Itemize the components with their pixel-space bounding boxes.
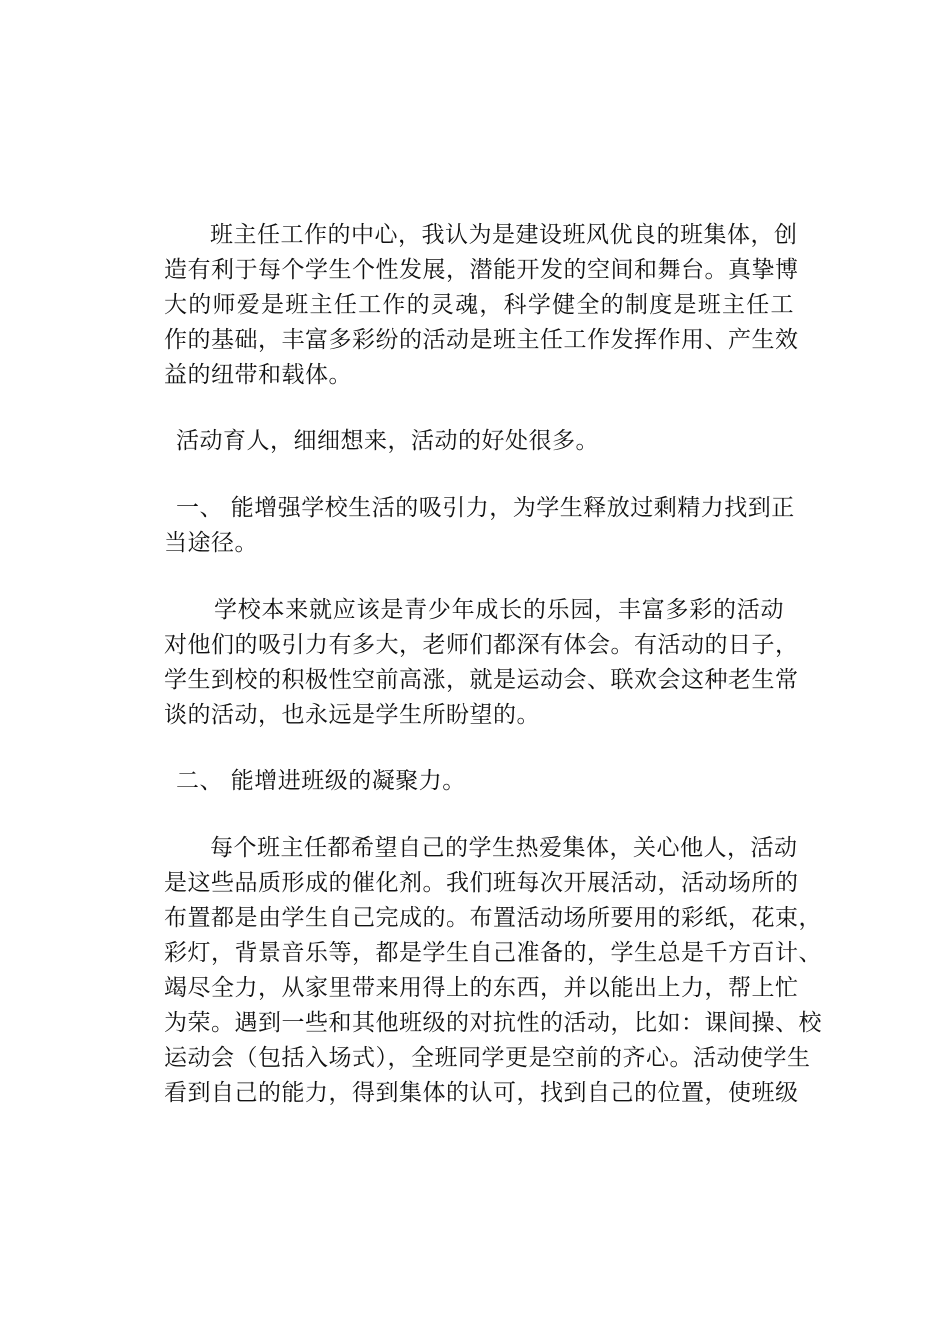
- paragraph-4-line-3: 布置都是由学生自己完成的。布置活动场所要用的彩纸，花束，: [164, 905, 822, 931]
- paragraph-3-line-4: 谈的活动，也永远是学生所盼望的。: [164, 702, 540, 728]
- paragraph-1-line-5: 益的纽带和载体。: [164, 362, 352, 388]
- paragraph-4-line-2: 是这些品质形成的催化剂。我们班每次开展活动，活动场所的: [164, 870, 799, 896]
- paragraph-4-line-8: 看到自己的能力，得到集体的认可，找到自己的位置，使班级: [164, 1080, 799, 1106]
- paragraph-4-line-5: 竭尽全力，从家里带来用得上的东西，并以能出上力，帮上忙: [164, 975, 799, 1001]
- section-heading-2: 二、 能增进班级的凝聚力。: [176, 768, 466, 794]
- paragraph-3-line-3: 学生到校的积极性空前高涨，就是运动会、联欢会这种老生常: [164, 667, 799, 693]
- section-heading-1-line-1: 一、 能增强学校生活的吸引力，为学生释放过剩精力找到正: [176, 495, 795, 521]
- section-heading-1-line-2: 当途径。: [164, 530, 258, 556]
- paragraph-2-line-1: 活动育人，细细想来，活动的好处很多。: [176, 428, 599, 454]
- paragraph-3-line-1: 学校本来就应该是青少年成长的乐园，丰富多彩的活动: [214, 597, 784, 623]
- paragraph-1-line-4: 作的基础，丰富多彩纷的活动是班主任工作发挥作用、产生效: [164, 327, 799, 353]
- paragraph-4-line-4: 彩灯，背景音乐等，都是学生自己准备的，学生总是千方百计、: [164, 940, 822, 966]
- paragraph-4-line-7: 运动会（包括入场式），全班同学更是空前的齐心。活动使学生: [164, 1045, 811, 1071]
- paragraph-4-line-1: 每个班主任都希望自己的学生热爱集体，关心他人，活动: [210, 835, 798, 861]
- paragraph-1-line-3: 大的师爱是班主任工作的灵魂，科学健全的制度是班主任工: [164, 292, 794, 318]
- paragraph-1-line-1: 班主任工作的中心，我认为是建设班风优良的班集体，创: [210, 222, 798, 248]
- paragraph-1-line-2: 造有利于每个学生个性发展，潜能开发的空间和舞台。真挚博: [164, 257, 799, 283]
- paragraph-3-line-2: 对他们的吸引力有多大，老师们都深有体会。有活动的日子，: [164, 632, 799, 658]
- paragraph-4-line-6: 为荣。遇到一些和其他班级的对抗性的活动，比如：课间操、校: [164, 1010, 822, 1036]
